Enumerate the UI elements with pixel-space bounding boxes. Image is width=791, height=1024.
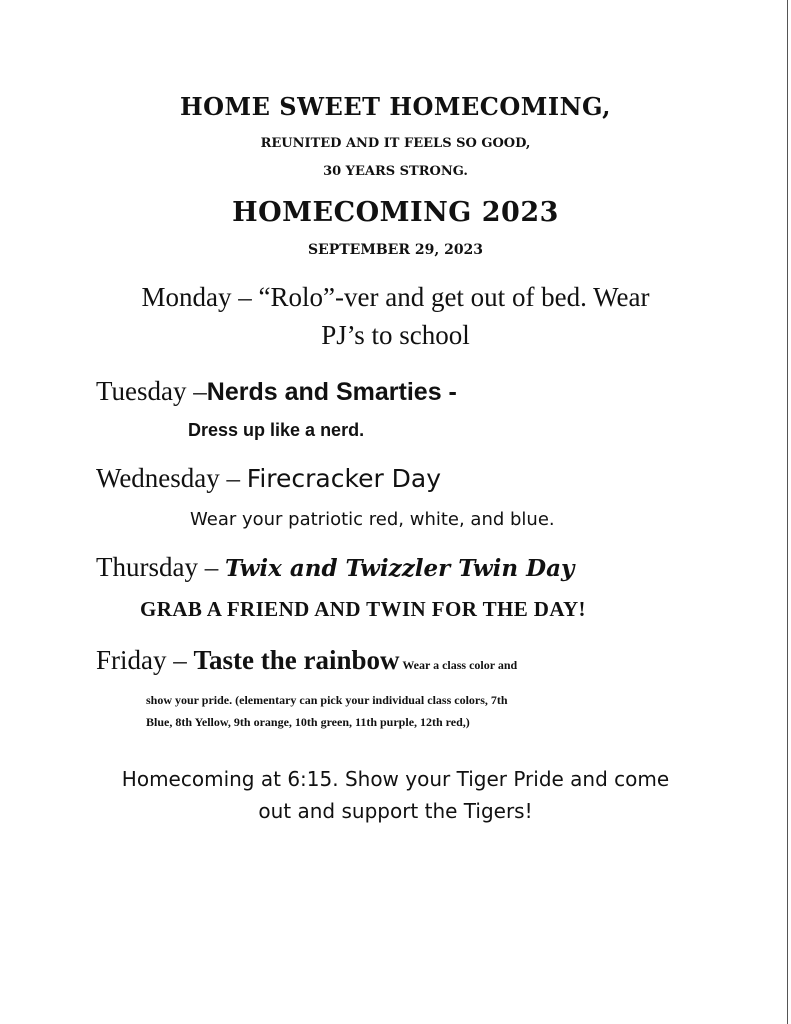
closing-message [0,763,791,827]
homecoming-heading: HOMECOMING 2023 [232,197,559,228]
tuesday-entry [96,376,457,407]
wednesday-theme: Firecracker Day [246,464,442,493]
wednesday-entry [96,463,441,494]
page-edge-line [787,0,788,1024]
friday-label: Friday – [96,645,194,675]
monday-line-2: PJ’s to school [321,320,470,350]
friday-description-line-2: show your pride. (elementary can pick your individual class colors, 7th [146,693,508,707]
wednesday-description: Wear your patriotic red, white, and blue. [190,509,555,530]
monday-line-1: Monday – “Rolo”-ver and get out of bed. Wear [141,282,650,312]
page-title: HOME SWEET HOMECOMING, [179,92,612,121]
friday-description-line-3: Blue, 8th Yellow, 9th orange, 10th green, 11th purple, 12th red,) [146,715,470,729]
tuesday-label: Tuesday – [96,376,207,406]
tuesday-theme: Nerds and Smarties - [206,378,457,406]
friday-entry [96,645,517,676]
friday-description-inline: Wear a class color and [399,658,518,672]
monday-entry [0,278,791,354]
thursday-description: GRAB A FRIEND AND TWIN FOR THE DAY! [140,597,586,621]
subtitle-line-2: 30 YEARS STRONG. [323,164,468,179]
thursday-theme: Twix and Twizzler Twin Day [224,555,575,582]
closing-line-2: out and support the Tigers! [258,799,533,823]
thursday-label: Thursday – [96,552,225,582]
wednesday-label: Wednesday – [96,463,247,493]
friday-description [146,689,686,733]
tuesday-description: Dress up like a nerd. [188,420,365,440]
friday-theme: Taste the rainbow [193,645,400,675]
thursday-entry [96,552,574,583]
closing-line-1: Homecoming at 6:15. Show your Tiger Pride and come [121,767,670,791]
subtitle-line-1: REUNITED AND IT FEELS SO GOOD, [260,136,531,151]
event-date: SEPTEMBER 29, 2023 [307,242,484,258]
